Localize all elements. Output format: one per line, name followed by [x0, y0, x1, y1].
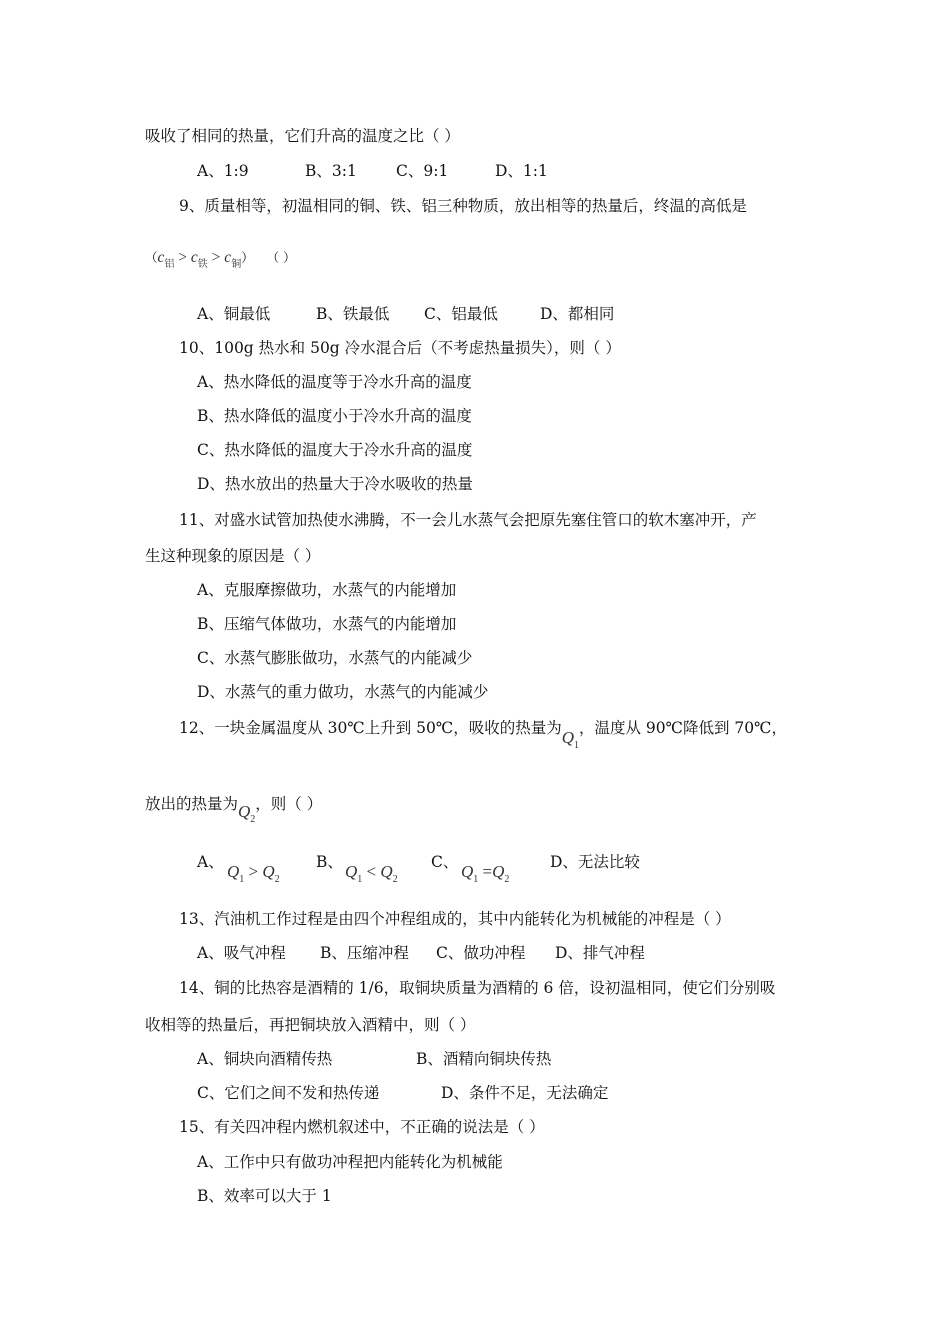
q12-line2-part2: ，则（ ）	[255, 795, 323, 813]
q10-stem: 10、100g 热水和 50g 冷水混合后（不考虑热量损失），则（ ）	[179, 339, 621, 357]
q13-option-c: C、做功冲程	[436, 944, 526, 962]
q14-stem-line2: 收相等的热量后，再把铜块放入酒精中，则（ ）	[145, 1016, 476, 1034]
q12-line2-part1: 放出的热量为	[145, 795, 239, 813]
q12-q1-symbol: $Q_1$	[561, 728, 579, 751]
q12-option-b-formula: $Q_1 < Q_2$	[345, 862, 398, 885]
q9-stem: 9、质量相等，初温相同的铜、铁、铝三种物质，放出相等的热量后，终温的高低是	[179, 197, 747, 215]
q14-option-b: B、酒精向铜块传热	[416, 1050, 552, 1068]
q9-option-a: A、铜最低	[197, 305, 271, 323]
q9-condition	[145, 247, 296, 270]
q13-option-b: B、压缩冲程	[320, 944, 409, 962]
q14-stem-line1: 14、铜的比热容是酒精的 1/6，取铜块质量为酒精的 6 倍，设初温相同，使它们分别吸	[179, 979, 776, 997]
q9-paren-open: （	[145, 250, 158, 265]
q12-q2-symbol: $Q_2$	[238, 802, 256, 825]
q14-option-c: C、它们之间不发和热传递	[197, 1084, 380, 1102]
q9-answer-blank: （ ）	[266, 250, 296, 265]
q12-option-a-formula: $Q_1 > Q_2$	[227, 862, 280, 885]
q12-option-c-label: C、	[431, 853, 459, 871]
q11-option-c: C、水蒸气膨胀做功，水蒸气的内能减少	[197, 649, 473, 667]
q12-stem-part2: ，温度从 90℃降低到 70℃，	[578, 719, 787, 737]
q9-option-c: C、铝最低	[424, 305, 498, 323]
q13-option-a: A、吸气冲程	[197, 944, 286, 962]
q11-option-d: D、水蒸气的重力做功，水蒸气的内能减少	[197, 683, 489, 701]
q15-stem: 15、有关四冲程内燃机叙述中，不正确的说法是（ ）	[179, 1118, 545, 1136]
q10-option-b: B、热水降低的温度小于冷水升高的温度	[197, 407, 472, 425]
q9-option-d: D、都相同	[540, 305, 615, 323]
q12-stem-line2	[145, 794, 323, 825]
q10-option-d: D、热水放出的热量大于冷水吸收的热量	[197, 475, 473, 493]
q9-paren-close: ）	[241, 250, 254, 265]
q8-option-b: B、3:1	[305, 162, 357, 180]
q10-option-c: C、热水降低的温度大于冷水升高的温度	[197, 441, 473, 459]
q9-option-b: B、铁最低	[316, 305, 390, 323]
q12-option-b-label: B、	[316, 853, 343, 871]
q11-stem-line2: 生这种现象的原因是（ ）	[145, 547, 321, 565]
q8-option-d: D、1:1	[495, 162, 548, 180]
q12-option-d: D、无法比较	[550, 853, 640, 871]
q8-stem-tail: 吸收了相同的热量，它们升高的温度之比（ ）	[145, 127, 460, 145]
q12-option-c-formula: $Q_1 =Q_2$	[461, 862, 510, 885]
q15-option-a: A、工作中只有做功冲程把内能转化为机械能	[197, 1153, 503, 1171]
q11-stem-line1: 11、对盛水试管加热使水沸腾，不一会儿水蒸气会把原先塞住管口的软木塞冲开，产	[179, 511, 757, 529]
q9-formula: $c_铝 > c_铁 > c_铜$	[157, 249, 242, 270]
q15-option-b: B、效率可以大于 1	[197, 1187, 332, 1205]
q11-option-b: B、压缩气体做功，水蒸气的内能增加	[197, 615, 457, 633]
q12-stem-part1: 12、一块金属温度从 30℃上升到 50℃，吸收的热量为	[179, 719, 562, 737]
q10-option-a: A、热水降低的温度等于冷水升高的温度	[197, 373, 472, 391]
q14-option-a: A、铜块向酒精传热	[197, 1050, 333, 1068]
q12-stem-line1	[179, 718, 787, 751]
q12-option-a-label: A、	[197, 853, 224, 871]
q11-option-a: A、克服摩擦做功，水蒸气的内能增加	[197, 581, 457, 599]
q14-option-d: D、条件不足，无法确定	[441, 1084, 609, 1102]
q13-stem: 13、汽油机工作过程是由四个冲程组成的，其中内能转化为机械能的冲程是（ ）	[179, 910, 731, 928]
q12-options	[197, 852, 757, 888]
q8-option-c: C、9:1	[396, 162, 449, 180]
q13-option-d: D、排气冲程	[555, 944, 645, 962]
q8-option-a: A、1:9	[197, 162, 249, 180]
